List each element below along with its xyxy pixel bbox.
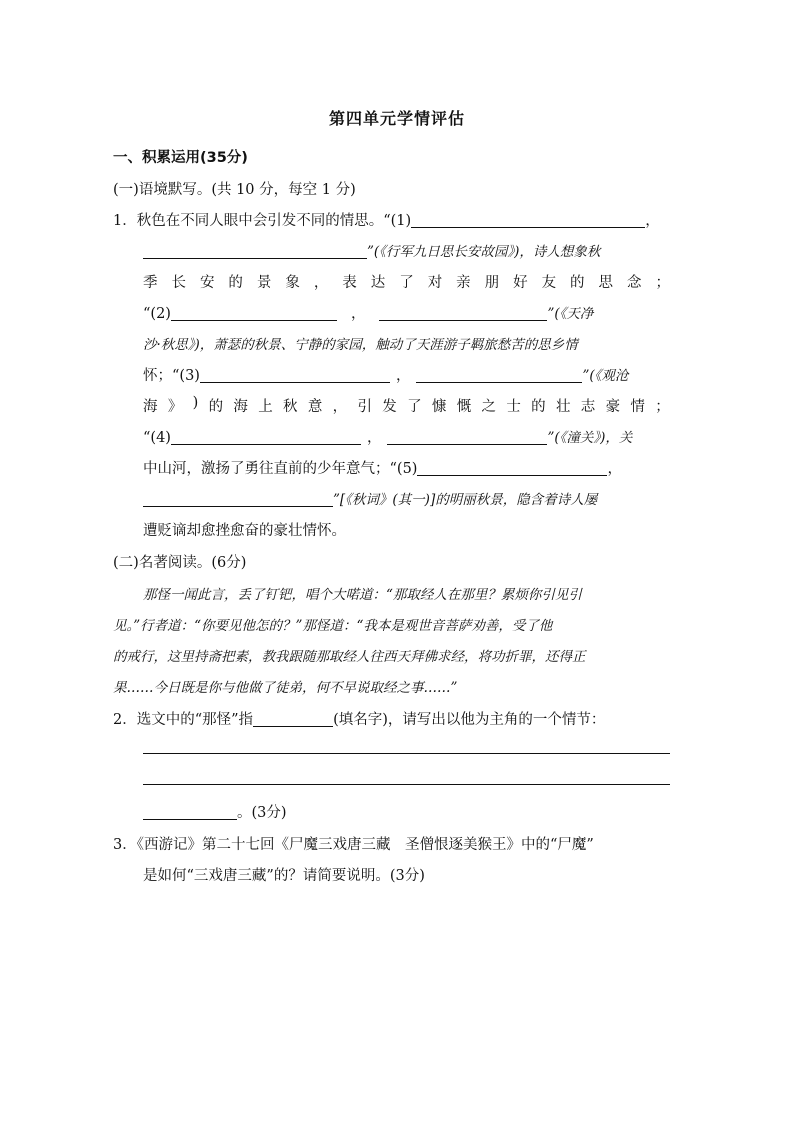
q1-line-2: ”(《行军九日思长安故园》)，诗人想象秋	[143, 240, 600, 260]
q3-line-1: 3．《西游记》第二十七回《尸魔三戏唐三藏 圣僧恨逐美猴王》中的“尸魔”	[113, 837, 594, 853]
page-title: 第四单元学情评估	[328, 109, 465, 128]
passage-line-1: 那怪一闻此言，丢了钉钯，唱个大喏道：“那取经人在那里？累烦你引见引	[143, 587, 582, 603]
q1-number: 1．	[113, 213, 137, 229]
answer-blank-5a[interactable]	[417, 460, 607, 476]
answer-blank-1a[interactable]	[411, 212, 645, 228]
q2-answer-line-2[interactable]	[143, 784, 670, 785]
q1-line-7: 海 》 ) 的 海 上 秋 意 ， 引 发 了 慷 慨 之 士 的 壮 志 豪 情 ；	[143, 395, 670, 415]
q1-line-11: 遭贬谪却愈挫愈奋的豪壮情怀。	[143, 523, 346, 539]
q1-intro: 秋色在不同人眼中会引发不同的情思。	[136, 213, 384, 229]
answer-blank-3a[interactable]	[200, 367, 390, 383]
answer-blank-2b[interactable]	[379, 305, 547, 321]
passage-line-4: 果……今日既是你与他做了徒弟，何不早说取经之事……”	[113, 680, 458, 696]
q1-line-10: ”[《秋词》(其一)]的明丽秋景，隐含着诗人屡	[143, 488, 597, 508]
passage-line-2: 见。”行者道：“你要见他怎的？”那怪道：“我本是观世音菩萨劝善，受了他	[113, 618, 553, 634]
q1-line-8: “(4) ， ”(《潼关》)，关	[143, 430, 633, 446]
q2-answer-line-1[interactable]	[143, 753, 670, 754]
q1-line-4: “(2) ， ”(《天净	[143, 306, 594, 322]
q2-name-blank[interactable]	[253, 711, 333, 727]
answer-blank-4a[interactable]	[171, 429, 361, 445]
q1-line-9: 中山河，激扬了勇往直前的少年意气；“(5) ，	[143, 461, 622, 477]
answer-blank-3b[interactable]	[416, 367, 582, 383]
part-a-heading: (一)语境默写。(共 10 分，每空 1 分)	[113, 182, 356, 198]
q1-line-5: 沙·秋思》)，萧瑟的秋景、宁静的家园，触动了天涯游子羁旅愁苦的思乡情	[143, 337, 578, 353]
answer-blank-1b[interactable]	[143, 243, 367, 259]
answer-blank-2a[interactable]	[171, 305, 337, 321]
passage-line-3: 的戒行，这里持斋把素，教我跟随那取经人往西天拜佛求经，将功折罪，还得正	[113, 649, 586, 665]
q2-answer-line-3[interactable]	[143, 804, 237, 820]
q1-line-1: 1．秋色在不同人眼中会引发不同的情思。“(1) ，	[113, 213, 660, 229]
section-heading: 一、积累运用(35分)	[113, 150, 248, 166]
answer-blank-5b[interactable]	[143, 491, 333, 507]
q1-line-6: 怀；“(3) ， ”(《观沧	[143, 368, 629, 384]
q2-line-tail: 。(3分)	[143, 801, 287, 822]
q2-line-1: 2．选文中的“那怪”指 (填名字)，请写出以他为主角的一个情节：	[113, 712, 606, 728]
q1-line-3: 季 长 安 的 景 象 ， 表 达 了 对 亲 朋 好 友 的 思 念 ；	[143, 275, 670, 291]
answer-blank-4b[interactable]	[387, 429, 547, 445]
part-b-heading: (二)名著阅读。(6分)	[113, 555, 247, 571]
q3-line-2: 是如何“三戏唐三藏”的？请简要说明。(3分)	[143, 868, 425, 884]
